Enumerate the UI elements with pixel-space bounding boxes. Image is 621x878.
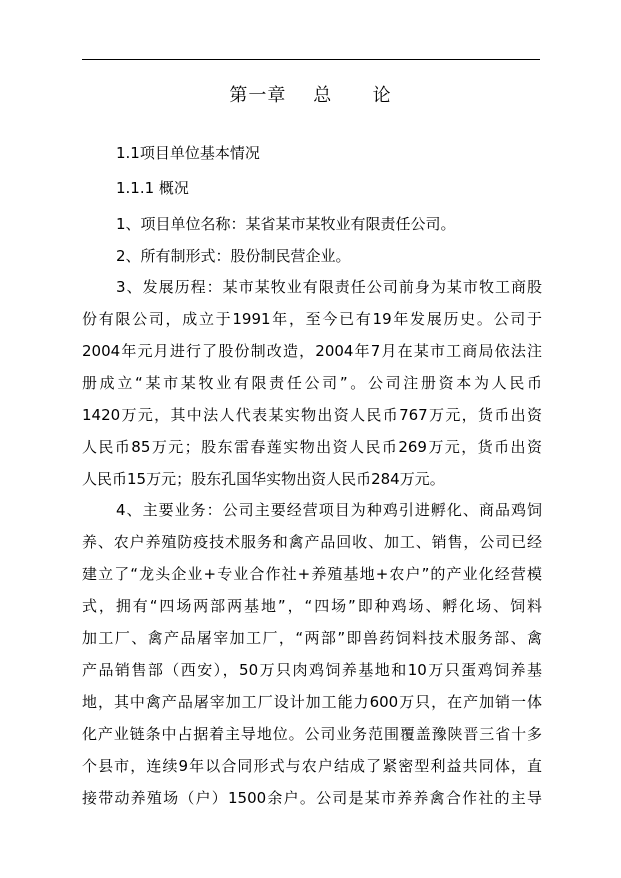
paragraph-line: 个县市，连续9年以合同形式与农户结成了紧密型利益共同体，直 bbox=[82, 757, 542, 775]
item-unit-name: 1、项目单位名称：某省某市某牧业有限责任公司。 bbox=[116, 215, 456, 233]
section-heading-1-1-1: 1.1.1 概况 bbox=[116, 179, 189, 197]
item-ownership: 2、所有制形式：股份制民营企业。 bbox=[116, 247, 351, 265]
paragraph-line: 养、农户养殖防疫技术服务和禽产品回收、加工、销售，公司已经 bbox=[82, 533, 542, 551]
paragraph-line: 册成立“某市某牧业有限责任公司”。公司注册资本为人民币 bbox=[82, 374, 542, 392]
paragraph-line: 化产业链条中占据着主导地位。公司业务范围覆盖豫陕晋三省十多 bbox=[82, 725, 542, 743]
paragraph-line: 人民币15万元；股东孔国华实物出资人民币284万元。 bbox=[82, 470, 445, 488]
chapter-title: 第一章 总 论 bbox=[229, 85, 392, 106]
paragraph-line: 份有限公司，成立于1991年，至今已有19年发展历史。公司于 bbox=[82, 310, 542, 328]
paragraph-line: 建立了“龙头企业+专业合作社+养殖基地+农户”的产业化经营模 bbox=[82, 565, 542, 583]
paragraph-line: 1420万元，其中法人代表某实物出资人民币767万元，货币出资 bbox=[82, 406, 542, 424]
paragraph-line: 加工厂、禽产品屠宰加工厂，“两部”即兽药饲料技术服务部、禽 bbox=[82, 629, 542, 647]
paragraph-line: 2004年元月进行了股份制改造，2004年7月在某市工商局依法注 bbox=[82, 342, 542, 360]
paragraph-line: 地，其中禽产品屠宰加工厂设计加工能力600万只，在产加销一体 bbox=[82, 693, 542, 711]
paragraph-line: 3、发展历程：某市某牧业有限责任公司前身为某市牧工商股 bbox=[116, 278, 542, 296]
paragraph-line: 人民币85万元；股东雷春莲实物出资人民币269万元，货币出资 bbox=[82, 438, 542, 456]
paragraph-line: 接带动养殖场（户）1500余户。公司是某市养养禽合作社的主导 bbox=[82, 789, 542, 807]
section-heading-1-1: 1.1项目单位基本情况 bbox=[116, 144, 260, 162]
paragraph-line: 式，拥有“四场两部两基地”，“四场”即种鸡场、孵化场、饲料 bbox=[82, 597, 542, 615]
paragraph-line: 4、主要业务：公司主要经营项目为种鸡引进孵化、商品鸡饲 bbox=[116, 501, 542, 519]
header-rule bbox=[82, 59, 540, 60]
paragraph-line: 产品销售部（西安），50万只肉鸡饲养基地和10万只蛋鸡饲养基 bbox=[82, 661, 542, 679]
